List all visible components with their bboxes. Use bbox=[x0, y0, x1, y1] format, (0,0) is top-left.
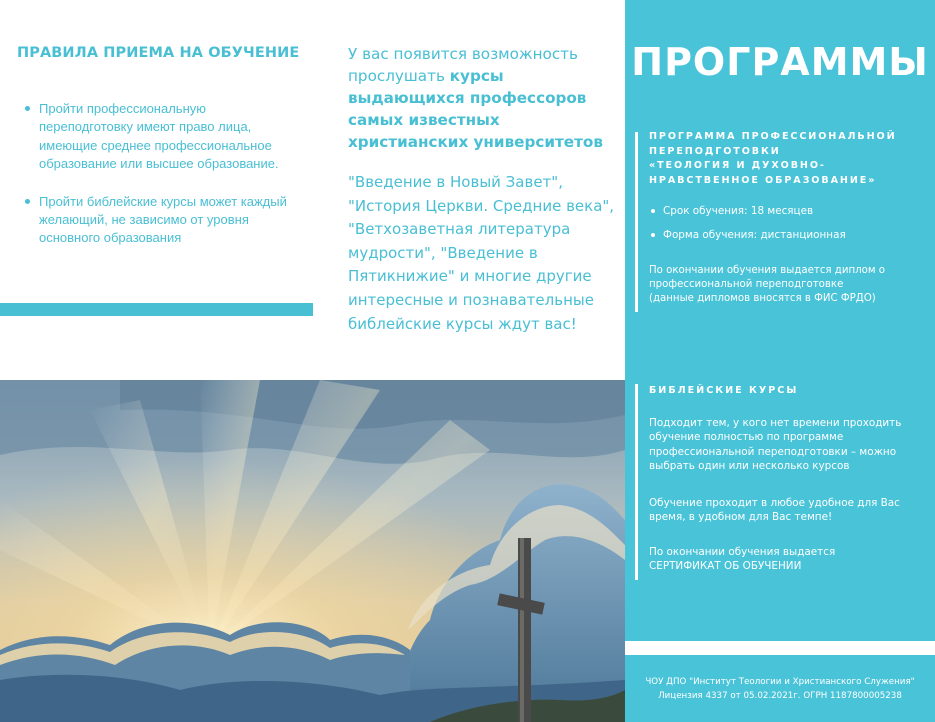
diploma-note-line2: (данные дипломов вносятся в ФИС ФРДО) bbox=[649, 293, 876, 304]
programs-title: ПРОГРАММЫ bbox=[631, 40, 929, 84]
list-item-text: Пройти библейские курсы может каждый желающий, не зависимо от уровня основного образования bbox=[39, 193, 287, 246]
bullet-icon bbox=[651, 233, 655, 237]
list-item bbox=[24, 100, 299, 174]
footer bbox=[625, 676, 935, 703]
courses-list-text: "Введение в Новый Завет", "История Церкви. Средние века", "Ветхозаветная литература мудрости", "Введение в Пятикнижие" и многие другие интересные и познавательные библейские курсы ждут вас! bbox=[348, 173, 615, 333]
diploma-note-line1: По окончании обучения выдается диплом о профессиональной переподготовке bbox=[649, 265, 886, 290]
courses-intro bbox=[348, 43, 618, 153]
professional-diploma-note bbox=[649, 264, 919, 306]
bullet-icon bbox=[651, 209, 655, 213]
courses-section bbox=[335, 0, 625, 380]
professional-program-title-line1: ПРОГРАММА ПРОФЕССИОНАЛЬНОЙ ПЕРЕПОДГОТОВКИ bbox=[649, 131, 897, 157]
admission-rules-list bbox=[24, 100, 299, 267]
professional-program-title-line2: «ТЕОЛОГИЯ И ДУХОВНО-НРАВСТВЕННОЕ ОБРАЗОВАНИЕ» bbox=[649, 160, 877, 186]
footer-organization: ЧОУ ДПО "Институт Теологии и Христианского Служения" bbox=[645, 677, 915, 687]
footer-divider bbox=[625, 641, 935, 655]
bible-courses-title: БИБЛЕЙСКИЕ КУРСЫ bbox=[649, 385, 799, 396]
footer-license: Лицензия 4337 от 05.02.2021г. ОГРН 1187800005238 bbox=[658, 690, 902, 701]
bible-courses-description: Подходит тем, у кого нет времени проходить обучение полностью по программе профессиональной переподготовки – можно выбрать один или несколько курсов bbox=[649, 417, 902, 473]
professional-program-title bbox=[649, 130, 934, 188]
study-duration: Срок обучения: 18 месяцев bbox=[663, 205, 814, 217]
certificate-line2: СЕРТИФИКАТ ОБ ОБУЧЕНИИ bbox=[649, 560, 802, 573]
sky-cross-illustration bbox=[0, 380, 625, 722]
bible-courses-schedule: Обучение проходит в любое удобное для Вас время, в удобном для Вас темпе! bbox=[649, 497, 900, 524]
sky-cross-photo bbox=[0, 380, 625, 722]
study-form: Форма обучения: дистанционная bbox=[663, 229, 846, 241]
list-item bbox=[649, 228, 919, 242]
bullet-icon bbox=[25, 106, 30, 111]
admission-rules-title: ПРАВИЛА ПРИЕМА НА ОБУЧЕНИЕ bbox=[17, 45, 300, 61]
professional-program-details bbox=[649, 204, 919, 252]
bullet-icon bbox=[25, 199, 30, 204]
list-item bbox=[24, 193, 299, 248]
list-item-text: Пройти профессиональную переподготовку имеют право лица, имеющие среднее профессиональное образование или высшее образование. bbox=[39, 101, 279, 172]
list-item bbox=[649, 204, 919, 218]
certificate-line1: По окончании обучения выдается bbox=[649, 546, 836, 558]
courses-intro-highlight: курсы выдающихся профессоров самых известных христианских университетов bbox=[348, 67, 603, 151]
bible-courses-certificate bbox=[649, 545, 929, 574]
section-accent-bar bbox=[635, 132, 638, 312]
accent-divider bbox=[0, 303, 313, 316]
courses-intro-text: У вас появится возможность прослушать bbox=[348, 45, 578, 85]
programs-panel bbox=[625, 0, 935, 722]
admission-rules-section bbox=[0, 0, 335, 380]
section-accent-bar bbox=[635, 384, 638, 580]
